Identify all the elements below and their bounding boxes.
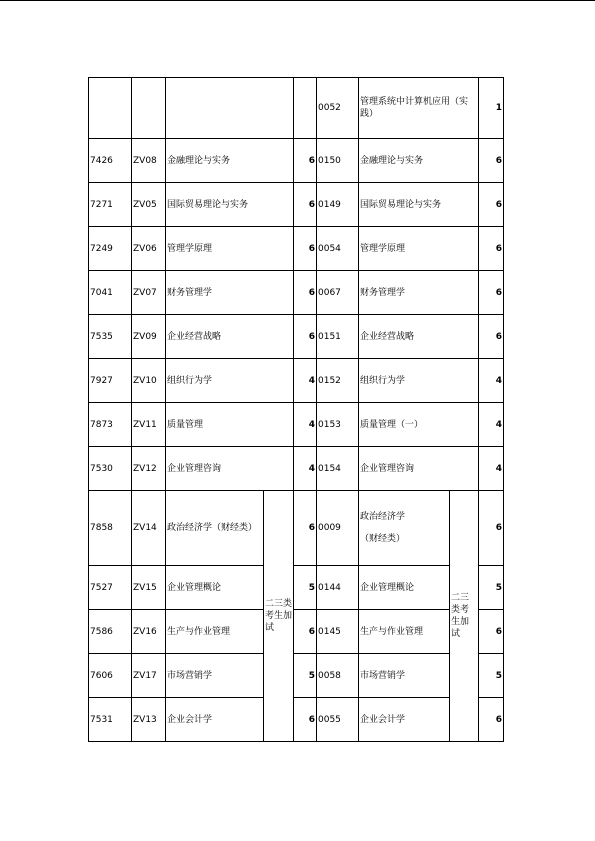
zv-code: ZV05 bbox=[132, 183, 166, 227]
old-course-name: 组织行为学 bbox=[359, 359, 479, 403]
old-course-name: 管理系统中计算机应用（实践） bbox=[359, 78, 479, 139]
old-course-code: 0145 bbox=[317, 610, 359, 654]
new-course-credit: 6 bbox=[294, 315, 317, 359]
new-course-name: 生产与作业管理 bbox=[166, 610, 264, 654]
old-course-code: 0144 bbox=[317, 566, 359, 610]
old-course-name: 企业管理概论 bbox=[359, 566, 450, 610]
new-course-code: 7531 bbox=[89, 698, 132, 742]
table-row bbox=[89, 139, 504, 183]
old-course-code: 0055 bbox=[317, 698, 359, 742]
old-course-credit: 4 bbox=[479, 359, 504, 403]
old-course-code: 0149 bbox=[317, 183, 359, 227]
old-course-code: 0153 bbox=[317, 403, 359, 447]
old-course-credit: 6 bbox=[479, 271, 504, 315]
old-course-name: 市场营销学 bbox=[359, 654, 450, 698]
new-course-name: 财务管理学 bbox=[166, 271, 294, 315]
old-course-credit: 5 bbox=[479, 566, 504, 610]
old-course-credit: 6 bbox=[479, 610, 504, 654]
table-row bbox=[89, 403, 504, 447]
table-row bbox=[89, 447, 504, 491]
new-course-code: 7586 bbox=[89, 610, 132, 654]
old-course-credit: 6 bbox=[479, 227, 504, 271]
new-course-credit: 4 bbox=[294, 403, 317, 447]
new-course-name: 企业会计学 bbox=[166, 698, 264, 742]
new-course-name: 企业管理概论 bbox=[166, 566, 264, 610]
old-course-name: 质量管理（一） bbox=[359, 403, 479, 447]
new-course-code: 7041 bbox=[89, 271, 132, 315]
new-course-code: 7927 bbox=[89, 359, 132, 403]
zv-code: ZV11 bbox=[132, 403, 166, 447]
new-course-credit bbox=[294, 78, 317, 139]
zv-code: ZV09 bbox=[132, 315, 166, 359]
old-course-name-line1: 政治经济学 bbox=[360, 512, 406, 522]
old-course-credit: 4 bbox=[479, 403, 504, 447]
table-row bbox=[89, 271, 504, 315]
old-course-name: 管理学原理 bbox=[359, 227, 479, 271]
new-course-credit: 6 bbox=[294, 698, 317, 742]
old-course-code: 0054 bbox=[317, 227, 359, 271]
table-row bbox=[89, 491, 504, 566]
table-row bbox=[89, 566, 504, 610]
new-course-code: 7873 bbox=[89, 403, 132, 447]
new-course-name: 金融理论与实务 bbox=[166, 139, 294, 183]
new-course-credit: 6 bbox=[294, 271, 317, 315]
old-course-credit: 5 bbox=[479, 654, 504, 698]
new-course-name: 市场营销学 bbox=[166, 654, 264, 698]
new-course-code: 7249 bbox=[89, 227, 132, 271]
new-course-name: 质量管理 bbox=[166, 403, 294, 447]
new-course-code: 7527 bbox=[89, 566, 132, 610]
table-row bbox=[89, 698, 504, 742]
zv-code: ZV08 bbox=[132, 139, 166, 183]
table-row bbox=[89, 227, 504, 271]
old-course-name: 国际贸易理论与实务 bbox=[359, 183, 479, 227]
zv-code: ZV10 bbox=[132, 359, 166, 403]
old-course-name bbox=[359, 491, 450, 566]
old-course-credit: 6 bbox=[479, 698, 504, 742]
new-course-credit: 4 bbox=[294, 359, 317, 403]
old-course-name: 金融理论与实务 bbox=[359, 139, 479, 183]
new-course-credit: 4 bbox=[294, 447, 317, 491]
new-course-name: 企业管理咨询 bbox=[166, 447, 294, 491]
old-course-code: 0052 bbox=[317, 78, 359, 139]
old-course-code: 0009 bbox=[317, 491, 359, 566]
right-supplementary-note: 二三类考生加试 bbox=[450, 491, 479, 742]
old-course-name: 企业管理咨询 bbox=[359, 447, 479, 491]
old-course-name: 企业经营战略 bbox=[359, 315, 479, 359]
old-course-name-line2: （财经类） bbox=[360, 534, 406, 544]
old-course-credit: 4 bbox=[479, 447, 504, 491]
new-course-name: 组织行为学 bbox=[166, 359, 294, 403]
new-course-credit: 6 bbox=[294, 139, 317, 183]
zv-code bbox=[132, 78, 166, 139]
old-course-credit: 6 bbox=[479, 139, 504, 183]
old-course-credit: 1 bbox=[479, 78, 504, 139]
zv-code: ZV17 bbox=[132, 654, 166, 698]
old-course-code: 0150 bbox=[317, 139, 359, 183]
old-course-code: 0067 bbox=[317, 271, 359, 315]
old-course-credit: 6 bbox=[479, 491, 504, 566]
old-course-code: 0152 bbox=[317, 359, 359, 403]
new-course-credit: 5 bbox=[294, 566, 317, 610]
old-course-code: 0154 bbox=[317, 447, 359, 491]
old-course-code: 0058 bbox=[317, 654, 359, 698]
new-course-credit: 6 bbox=[294, 183, 317, 227]
zv-code: ZV16 bbox=[132, 610, 166, 654]
new-course-code: 7271 bbox=[89, 183, 132, 227]
zv-code: ZV07 bbox=[132, 271, 166, 315]
new-course-name bbox=[166, 78, 294, 139]
page-top-rule bbox=[0, 0, 595, 1]
new-course-name: 企业经营战略 bbox=[166, 315, 294, 359]
new-course-name: 政治经济学（财经类） bbox=[166, 491, 264, 566]
table-row bbox=[89, 78, 504, 139]
old-course-name: 生产与作业管理 bbox=[359, 610, 450, 654]
table-row bbox=[89, 315, 504, 359]
zv-code: ZV06 bbox=[132, 227, 166, 271]
new-course-name: 国际贸易理论与实务 bbox=[166, 183, 294, 227]
old-course-credit: 6 bbox=[479, 315, 504, 359]
new-course-code: 7535 bbox=[89, 315, 132, 359]
new-course-code: 7858 bbox=[89, 491, 132, 566]
new-course-name: 管理学原理 bbox=[166, 227, 294, 271]
new-course-code: 7426 bbox=[89, 139, 132, 183]
zv-code: ZV15 bbox=[132, 566, 166, 610]
zv-code: ZV13 bbox=[132, 698, 166, 742]
new-course-code: 7530 bbox=[89, 447, 132, 491]
new-course-credit: 5 bbox=[294, 654, 317, 698]
old-course-code: 0151 bbox=[317, 315, 359, 359]
left-supplementary-note: 二三类考生加试 bbox=[264, 491, 294, 742]
new-course-credit: 6 bbox=[294, 227, 317, 271]
new-course-code: 7606 bbox=[89, 654, 132, 698]
table-row bbox=[89, 610, 504, 654]
old-course-credit: 6 bbox=[479, 183, 504, 227]
old-course-name: 财务管理学 bbox=[359, 271, 479, 315]
table-row bbox=[89, 654, 504, 698]
new-course-credit: 6 bbox=[294, 491, 317, 566]
table-row bbox=[89, 183, 504, 227]
zv-code: ZV12 bbox=[132, 447, 166, 491]
new-course-credit: 6 bbox=[294, 610, 317, 654]
old-course-name: 企业会计学 bbox=[359, 698, 450, 742]
zv-code: ZV14 bbox=[132, 491, 166, 566]
new-course-code bbox=[89, 78, 132, 139]
course-mapping-table bbox=[88, 77, 504, 742]
table-row bbox=[89, 359, 504, 403]
